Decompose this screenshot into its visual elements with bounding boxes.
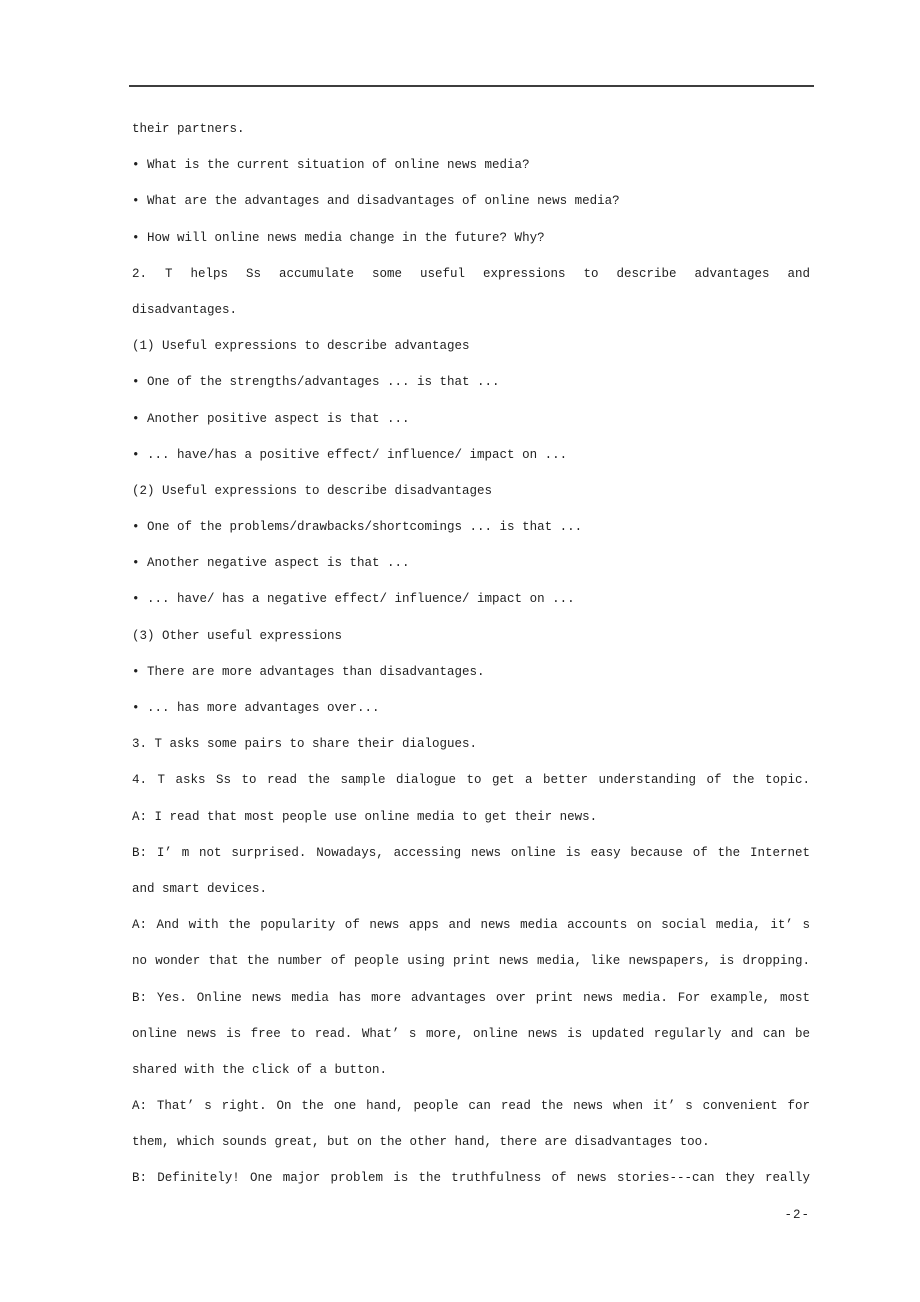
text-line: • ... have/has a positive effect/ influence/ impact on ... <box>132 447 568 462</box>
text-line: (1) Useful expressions to describe advantages <box>132 339 470 354</box>
text-line: • Another negative aspect is that ... <box>132 556 410 571</box>
text-line: disadvantages. <box>132 302 238 317</box>
text-line: 4. T asks Ss to read the sample dialogue to get a better understanding of the topic. <box>132 773 810 788</box>
text-line: B: Definitely! One major problem is the truthfulness of news stories---can they really <box>132 1171 810 1186</box>
text-line: (3) Other useful expressions <box>132 628 343 643</box>
text-line: online news is free to read. What’ s more, online news is updated regularly and can be <box>132 1026 810 1041</box>
text-line: • What is the current situation of online news media? <box>132 158 530 173</box>
text-line: B: Yes. Online news media has more advantages over print news media. For example, most <box>132 990 810 1005</box>
text-line: 3. T asks some pairs to share their dialogues. <box>132 737 478 752</box>
header-rule <box>129 85 814 87</box>
page-number: -2- <box>784 1208 810 1222</box>
text-line: their partners. <box>132 122 245 136</box>
text-line: • ... have/ has a negative effect/ influence/ impact on ... <box>132 592 575 607</box>
text-line: A: And with the popularity of news apps and news media accounts on social media, it’ s <box>132 918 810 933</box>
text-line: • There are more advantages than disadvantages. <box>132 664 485 679</box>
text-line: • One of the strengths/advantages ... is that ... <box>132 375 500 390</box>
text-line: A: I read that most people use online media to get their news. <box>132 809 598 824</box>
text-line: 2. T helps Ss accumulate some useful expressions to describe advantages and <box>132 266 810 281</box>
text-line: • What are the advantages and disadvantages of online news media? <box>132 194 620 209</box>
text-line: no wonder that the number of people using print news media, like newspapers, is dropping. <box>132 954 810 969</box>
text-line: them, which sounds great, but on the other hand, there are disadvantages too. <box>132 1135 710 1150</box>
text-line: B: I’ m not surprised. Nowadays, accessing news online is easy because of the Internet <box>132 845 810 860</box>
text-line: • One of the problems/drawbacks/shortcomings ... is that ... <box>132 520 583 535</box>
text-line: and smart devices. <box>132 881 268 896</box>
text-line: A: That’ s right. On the one hand, people can read the news when it’ s convenient for <box>132 1099 810 1114</box>
document-body <box>132 111 810 1197</box>
text-line: shared with the click of a button. <box>132 1062 388 1077</box>
text-line: • How will online news media change in the future? Why? <box>132 230 545 245</box>
text-line: • ... has more advantages over... <box>132 701 380 715</box>
text-line: (2) Useful expressions to describe disadvantages <box>132 483 493 498</box>
text-line: • Another positive aspect is that ... <box>132 411 410 426</box>
